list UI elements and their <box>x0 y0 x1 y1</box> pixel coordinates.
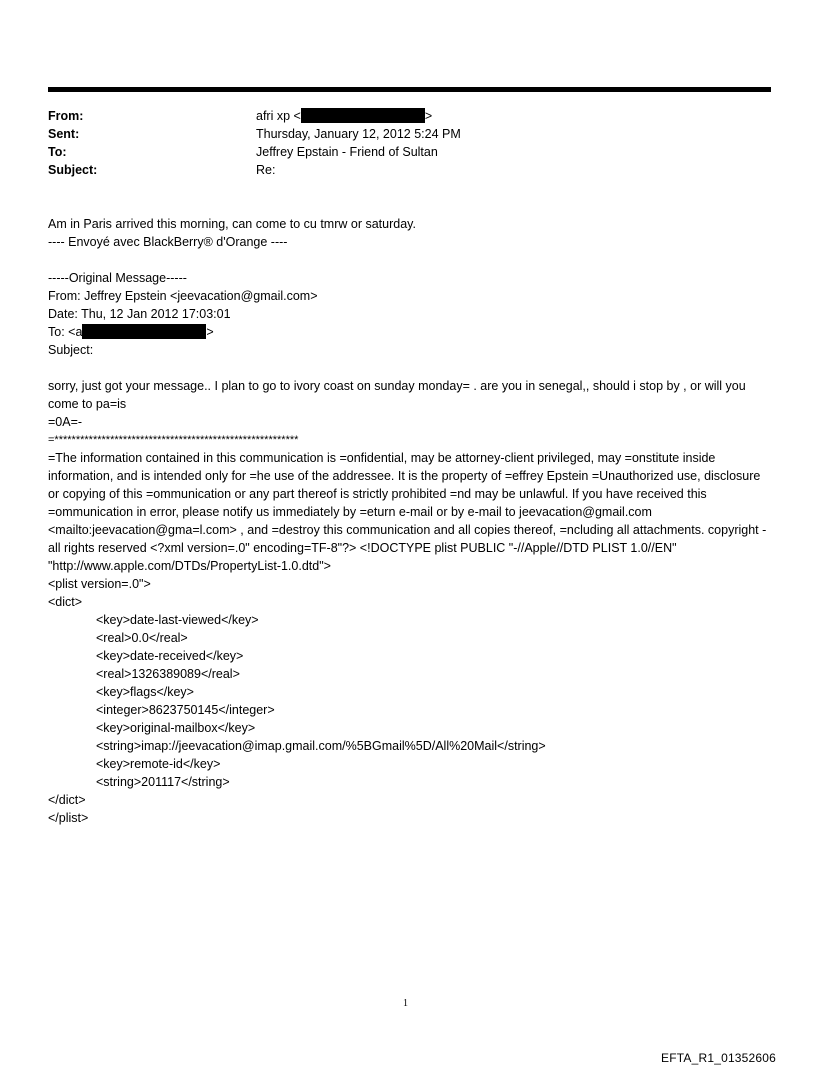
from-label: From: <box>48 109 84 123</box>
reply-text: sorry, just got your message.. I plan to go to ivory coast on sunday monday= . are you in senegal,, should i stop by , or will you come to pa=is <box>48 379 746 411</box>
from-sender-end: > <box>424 109 433 123</box>
sent-label: Sent: <box>48 127 80 141</box>
dict-open: <dict> <box>48 595 83 609</box>
to-value: Jeffrey Epstain - Friend of Sultan <box>256 145 438 159</box>
sent-value: Thursday, January 12, 2012 5:24 PM <box>256 127 461 141</box>
original-message-marker: -----Original Message----- <box>48 271 187 285</box>
original-to-suffix: > <box>206 325 214 339</box>
plist-entry: <integer>8623750145</integer> <box>96 703 275 717</box>
document-id: EFTA_R1_01352606 <box>661 1051 777 1065</box>
disclaimer-text: =The information contained in this communication is =onfidential, may be attorney-client privileged, may =onstitute inside information, and is intended only for =he use of the addressee. It is the property of =effrey Epstein =Unauthorized use, disclosure or copying of this =ommunication or any part thereof is strictly prohibited =nd may be unlawful. If you have received this =ommunication in error, please notify us immediately by =eturn e-mail or by e-mail to jeevacation@gmail.com <mailto:jeevacation@gma=l.com> , and =destroy this communication and all copies thereof, =ncluding all attachments. copyright -all rights reserved <?xml version=.0" encoding=TF-8"?> <!DOCTYPE plist PUBLIC "-//Apple//DTD PLIST 1.0//EN" "http://www.apple.com/DTDs/PropertyList-1.0.dtd"> <box>48 451 767 573</box>
original-date: Date: Thu, 12 Jan 2012 17:03:01 <box>48 307 231 321</box>
reply-stars: =********************************************************* <box>48 434 299 446</box>
plist-entry: <key>original-mailbox</key> <box>96 721 256 735</box>
page-number: 1 <box>403 998 408 1009</box>
original-to <box>48 323 778 341</box>
plist-entry: <real>1326389089</real> <box>96 667 240 681</box>
reply-code: =0A=- <box>48 415 83 429</box>
plist-entry: <key>date-received</key> <box>96 649 244 663</box>
message-line-2: ---- Envoyé avec BlackBerry® d'Orange ---- <box>48 235 288 249</box>
original-from: From: Jeffrey Epstein <jeevacation@gmail.com> <box>48 289 318 303</box>
plist-entry: <key>date-last-viewed</key> <box>96 613 259 627</box>
top-rule <box>48 87 771 92</box>
plist-entry: <key>remote-id</key> <box>96 757 221 771</box>
from-sender: afri xp < <box>256 109 301 123</box>
redaction-box <box>301 108 425 123</box>
plist-entry: <real>0.0</real> <box>96 631 188 645</box>
message-line-1: Am in Paris arrived this morning, can come to cu tmrw or saturday. <box>48 217 416 231</box>
plist-entry: <string>201117</string> <box>96 775 230 789</box>
from-value <box>256 107 432 125</box>
to-label: To: <box>48 145 67 159</box>
original-to-prefix: To: <a <box>48 325 83 339</box>
subject-label: Subject: <box>48 163 98 177</box>
subject-value: Re: <box>256 163 276 177</box>
original-subject: Subject: <box>48 343 94 357</box>
redaction-box <box>82 324 206 339</box>
plist-entry: <string>imap://jeevacation@imap.gmail.com/%5BGmail%5D/All%20Mail</string> <box>96 739 546 753</box>
plist-open: <plist version=.0"> <box>48 577 151 591</box>
dict-close: </dict> <box>48 793 86 807</box>
plist-close: </plist> <box>48 811 89 825</box>
plist-entry: <key>flags</key> <box>96 685 194 699</box>
